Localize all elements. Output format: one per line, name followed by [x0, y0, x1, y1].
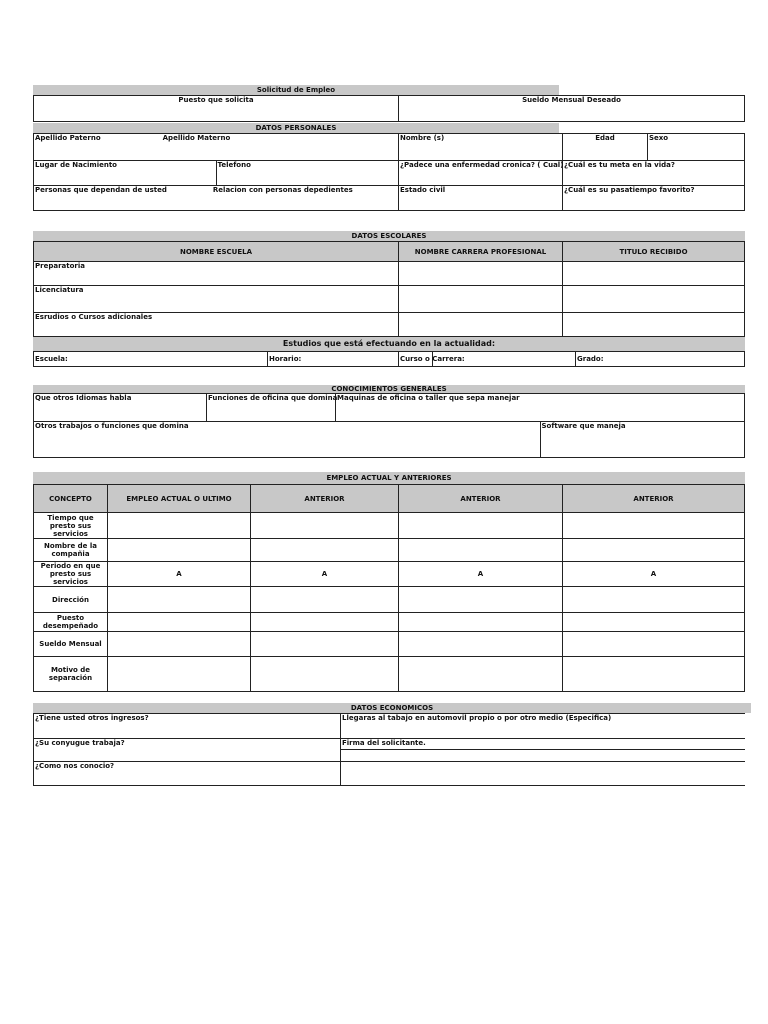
periodo-separator: A [477, 570, 484, 578]
otros-trabajos-field[interactable] [34, 422, 541, 458]
enfermedad-field[interactable] [399, 161, 563, 186]
curso-field[interactable] [399, 352, 465, 367]
pasatiempo-field[interactable] [563, 186, 745, 211]
conocimientos-table [33, 393, 745, 458]
estudios-actuales-table [33, 351, 745, 367]
periodo-separator: A [176, 570, 182, 578]
escolares-table [33, 241, 745, 337]
meta-field[interactable] [563, 161, 745, 186]
personales-title: DATOS PERSONALES [33, 123, 559, 133]
conocimientos-title: CONOCIMIENTOS GENERALES [33, 385, 745, 393]
empleo-header-concepto: CONCEPTO [34, 485, 108, 513]
nombre-label: Nombre (s) [400, 134, 445, 142]
funciones-label: Funciones de oficina que domina [208, 394, 338, 402]
maquinas-label: Maquinas de oficina o taller que sepa manejar [337, 394, 520, 402]
empleo-table [33, 484, 745, 692]
horario-label: Horario: [269, 355, 302, 363]
automovil-field[interactable] [341, 714, 746, 739]
empleo-section [33, 472, 745, 692]
empleo-cell[interactable] [563, 587, 745, 613]
periodo-cell[interactable] [108, 562, 251, 587]
telefono-label: Telefono [217, 161, 251, 169]
empleo-cell[interactable] [399, 657, 563, 692]
apellidos-field[interactable] [34, 134, 399, 161]
empleo-cell[interactable] [108, 657, 251, 692]
escuela-label: Escuela: [35, 355, 68, 363]
escolares-section [33, 231, 745, 367]
col-escuela-header: NOMBRE ESCUELA [34, 242, 399, 262]
firma-label: Firma del solicitante. [342, 739, 426, 747]
firma-space[interactable] [341, 750, 746, 762]
sexo-label: Sexo [649, 134, 669, 142]
empleo-cell[interactable] [251, 539, 399, 562]
otros-trabajos-label: Otros trabajos o funciones que domina [35, 422, 189, 430]
apellido-paterno-label: Apellido Paterno [35, 134, 101, 142]
empleo-row-label: Periodo en que presto sus servicios [34, 562, 108, 587]
estado-civil-field[interactable] [399, 186, 563, 211]
escolar-cell[interactable] [563, 262, 745, 286]
escolar-cell[interactable] [399, 286, 563, 313]
grado-field[interactable] [576, 352, 745, 367]
meta-label: ¿Cuál es tu meta en la vida? [564, 161, 675, 169]
relacion-label: Relacion con personas depedientes [212, 186, 353, 194]
empleo-cell[interactable] [563, 613, 745, 632]
enfermedad-label: ¿Padece una enfermedad cronica? ( Cual) [400, 161, 564, 169]
escolar-row-preparatoria[interactable] [34, 262, 399, 286]
estudios-actuales-title: Estudios que está efectuando en la actualidad: [33, 337, 745, 351]
empleo-cell[interactable] [399, 539, 563, 562]
empleo-cell[interactable] [108, 632, 251, 657]
nombre-field[interactable] [399, 134, 563, 161]
software-field[interactable] [540, 422, 745, 458]
conyugue-field[interactable] [34, 739, 341, 762]
periodo-separator: A [321, 570, 328, 578]
empleo-cell[interactable] [108, 613, 251, 632]
personales-table [33, 133, 745, 211]
personales-section [33, 123, 745, 211]
empleo-cell[interactable] [251, 657, 399, 692]
sueldo-deseado-field[interactable] [399, 96, 745, 122]
empleo-row-label: Motivo de separación [34, 657, 108, 692]
economicos-title: DATOS ECONOMICOS [33, 703, 751, 713]
escolar-row-label: Licenciatura [35, 286, 84, 294]
empleo-title: EMPLEO ACTUAL Y ANTERIORES [33, 472, 745, 484]
escolar-cell[interactable] [399, 262, 563, 286]
puesto-label: Puesto que solicita [178, 96, 254, 104]
escolar-row-label: Esrudios o Cursos adicionales [35, 313, 153, 321]
periodo-separator: A [650, 570, 657, 578]
automovil-label: Llegaras al tabajo en automovil propio o por otro medio (Especifica) [342, 714, 612, 722]
col-titulo-header: TITULO RECIBIDO [563, 242, 745, 262]
empleo-header-actual: EMPLEO ACTUAL O ULTIMO [108, 485, 251, 513]
empleo-cell[interactable] [563, 632, 745, 657]
grado-label: Grado: [577, 355, 604, 363]
dependientes-field[interactable] [34, 186, 399, 211]
empleo-row-label: Nombre de la compañia [34, 539, 108, 562]
escolar-cell[interactable] [563, 313, 745, 337]
como-conocio-label: ¿Como nos conocio? [35, 762, 115, 770]
empleo-cell[interactable] [399, 513, 563, 539]
empleo-cell[interactable] [563, 539, 745, 562]
empleo-cell[interactable] [108, 539, 251, 562]
idiomas-field[interactable] [34, 394, 207, 422]
periodo-cell[interactable] [563, 562, 745, 587]
empleo-row-label: Sueldo Mensual [34, 632, 108, 657]
pasatiempo-label: ¿Cuál es su pasatiempo favorito? [564, 186, 695, 194]
empleo-cell[interactable] [108, 587, 251, 613]
empleo-cell[interactable] [399, 632, 563, 657]
economicos-table [33, 713, 745, 786]
empleo-cell[interactable] [563, 657, 745, 692]
otros-ingresos-field[interactable] [34, 714, 341, 739]
dependientes-label: Personas que dependan de usted [35, 186, 167, 194]
escolar-row-label: Preparatoria [35, 262, 85, 270]
escolares-title: DATOS ESCOLARES [33, 231, 745, 241]
empleo-row-label: Tiempo que presto sus servicios [34, 513, 108, 539]
empleo-cell[interactable] [251, 513, 399, 539]
solicitud-section [33, 85, 745, 122]
estado-civil-label: Estado civil [400, 186, 446, 194]
software-label: Software que maneja [541, 422, 626, 430]
lugar-nacimiento-field[interactable] [34, 161, 217, 186]
empleo-cell[interactable] [251, 632, 399, 657]
sueldo-deseado-label: Sueldo Mensual Deseado [522, 96, 621, 104]
empleo-row-label: Puesto desempeñado [34, 613, 108, 632]
escolar-row-cursos[interactable] [34, 313, 399, 337]
periodo-cell[interactable] [399, 562, 563, 587]
curso-label: Curso o Carrera: [400, 355, 465, 363]
empleo-cell[interactable] [251, 613, 399, 632]
sexo-field[interactable] [648, 134, 745, 161]
economicos-blank-cell[interactable] [341, 762, 746, 786]
firma-field[interactable] [341, 739, 746, 750]
idiomas-label: Que otros Idiomas habla [35, 394, 132, 402]
escolar-cell[interactable] [563, 286, 745, 313]
escolar-cell[interactable] [399, 313, 563, 337]
economicos-section [33, 703, 745, 786]
edad-field[interactable] [563, 134, 648, 161]
como-conocio-field[interactable] [34, 762, 341, 786]
periodo-cell[interactable] [251, 562, 399, 587]
otros-ingresos-label: ¿Tiene usted otros ingresos? [35, 714, 149, 722]
solicitud-title: Solicitud de Empleo [33, 85, 559, 95]
horario-field[interactable] [268, 352, 399, 367]
empleo-header-anterior: ANTERIOR [399, 485, 563, 513]
empleo-cell[interactable] [563, 513, 745, 539]
conocimientos-section [33, 385, 745, 458]
col-carrera-header: NOMBRE CARRERA PROFESIONAL [399, 242, 563, 262]
empleo-header-anterior: ANTERIOR [251, 485, 399, 513]
empleo-cell[interactable] [399, 613, 563, 632]
escuela-actual-field[interactable] [34, 352, 268, 367]
empleo-cell[interactable] [251, 587, 399, 613]
empleo-cell[interactable] [399, 587, 563, 613]
solicitud-table [33, 95, 745, 122]
empleo-row-label: Dirección [34, 587, 108, 613]
conyugue-label: ¿Su conyugue trabaja? [35, 739, 125, 747]
funciones-field[interactable] [207, 394, 336, 422]
apellido-materno-label: Apellido Materno [162, 134, 231, 142]
empleo-cell[interactable] [108, 513, 251, 539]
edad-label: Edad [595, 134, 615, 142]
lugar-nacimiento-label: Lugar de Nacimiento [35, 161, 117, 169]
puesto-field[interactable] [34, 96, 399, 122]
maquinas-field[interactable] [336, 394, 745, 422]
telefono-field[interactable] [216, 161, 399, 186]
empleo-header-anterior: ANTERIOR [563, 485, 745, 513]
escolar-row-licenciatura[interactable] [34, 286, 399, 313]
